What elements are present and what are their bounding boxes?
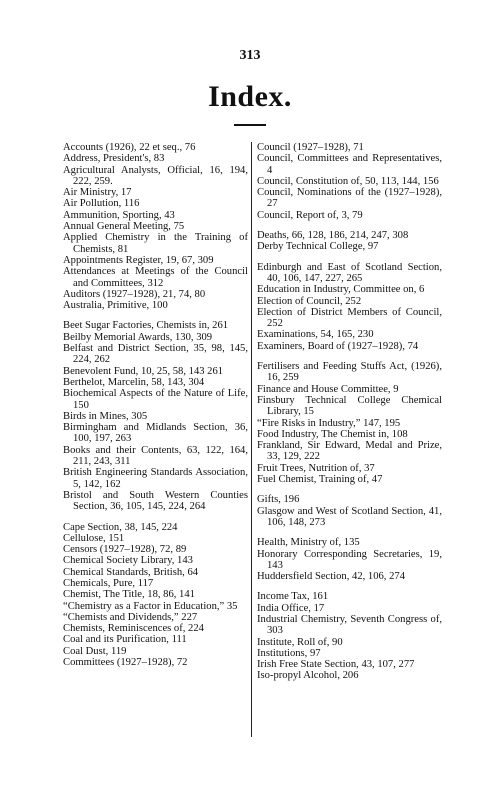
index-entry: British Engineering Standards Association, 5, 142, 162 [63, 467, 248, 490]
index-entry: Auditors (1927–1928), 21, 74, 80 [63, 288, 206, 300]
index-entry: Cape Section, 38, 145, 224 [63, 521, 178, 533]
index-entry: Health, Ministry of, 135 [257, 537, 360, 549]
index-entry: “Fire Risks in Industry,” 147, 195 [257, 417, 401, 429]
page-number: 313 [239, 48, 261, 63]
index-entry: Books and their Contents, 63, 122, 164, 211, 243, 311 [63, 444, 248, 468]
section-gap [63, 513, 248, 522]
index-entry: Council (1927–1928), 71 [257, 142, 364, 153]
index-entry: Chemical Standards, British, 64 [63, 566, 199, 578]
index-entry: Frankland, Sir Edward, Medal and Prize, 33, 129, 222 [257, 440, 442, 463]
index-entry: “Chemistry as a Factor in Education,” 35 [63, 600, 238, 612]
index-entry: Institute, Roll of, 90 [257, 636, 343, 648]
index-entry: Fuel Chemist, Training of, 47 [257, 474, 383, 486]
index-entry: Council, Report of, 3, 79 [257, 209, 363, 221]
index-entry: Agricultural Analysts, Official, 16, 194, 222, 259. [63, 164, 248, 187]
index-entry: Coal Dust, 119 [63, 645, 127, 657]
index-entry: Chemist, The Title, 18, 86, 141 [63, 589, 195, 601]
index-entry: Deaths, 66, 128, 186, 214, 247, 308 [257, 230, 409, 242]
index-entry: Food Industry, The Chemist in, 108 [257, 428, 408, 440]
index-entry: Iso-propyl Alcohol, 206 [257, 670, 359, 682]
index-entry: Annual General Meeting, 75 [63, 221, 185, 233]
index-entry: Censors (1927–1928), 72, 89 [63, 544, 187, 556]
index-entry: Huddersfield Section, 42, 106, 274 [257, 571, 405, 583]
index-entry: Committees (1927–1928), 72 [63, 657, 188, 669]
index-column-right [257, 142, 442, 682]
section-gap [257, 485, 442, 494]
index-entry: Institutions, 97 [257, 647, 321, 659]
index-entry: Ammunition, Sporting, 43 [63, 209, 175, 221]
index-entry: Air Pollution, 116 [63, 198, 140, 210]
index-entry: Finsbury Technical College Chemical Library, 15 [257, 394, 442, 418]
index-entry: Education in Industry, Committee on, 6 [257, 284, 425, 296]
index-entry: Applied Chemistry in the Training of Chemists, 81 [63, 232, 248, 255]
index-entry: Council, Committees and Representatives, 4 [257, 153, 442, 176]
index-entry: Council, Constitution of, 50, 113, 144, 156 [257, 175, 439, 187]
page-title: Index. [208, 80, 292, 113]
index-column-left [63, 142, 248, 668]
index-entry: Biochemical Aspects of the Nature of Life, 150 [63, 388, 248, 411]
index-entry: India Office, 17 [257, 602, 325, 614]
index-entry: Chemists, Reminiscences of, 224 [63, 623, 204, 635]
index-entry: Air Ministry, 17 [63, 187, 132, 199]
index-entry: Industrial Chemistry, Seventh Congress of, 303 [257, 613, 442, 637]
index-entry: Election of District Members of Council, 252 [257, 306, 442, 330]
section-gap [257, 221, 442, 230]
section-gap [257, 253, 442, 262]
index-entry: Beilby Memorial Awards, 130, 309 [63, 331, 213, 343]
index-entry: Council, Nominations of the (1927–1928), 27 [257, 187, 442, 210]
index-entry: Honorary Corresponding Secretaries, 19, 143 [257, 548, 442, 571]
index-entry: Coal and its Purification, 111 [63, 634, 187, 646]
index-entry: Finance and House Committee, 9 [257, 383, 399, 395]
index-entry: Examinations, 54, 165, 230 [257, 329, 374, 341]
index-entry: Beet Sugar Factories, Chemists in, 261 [63, 320, 229, 332]
index-entry: Gifts, 196 [257, 494, 300, 506]
index-entry: Australia, Primitive, 100 [63, 300, 168, 312]
index-entry: Glasgow and West of Scotland Section, 41, 106, 148, 273 [257, 505, 442, 528]
index-entry: Bristol and South Western Counties Section, 36, 105, 145, 224, 264 [63, 489, 248, 513]
section-gap [257, 528, 442, 537]
index-entry: Fruit Trees, Nutrition of, 37 [257, 462, 375, 474]
section-gap [257, 352, 442, 361]
section-gap [63, 311, 248, 320]
index-entry: Address, President's, 83 [63, 153, 165, 165]
index-entry: Income Tax, 161 [257, 591, 329, 603]
index-entry: Election of Council, 252 [257, 295, 362, 307]
index-entry: Chemical Society Library, 143 [63, 555, 193, 567]
index-entry: Derby Technical College, 97 [257, 241, 379, 253]
index-entry: Berthelot, Marcelin, 58, 143, 304 [63, 376, 205, 388]
section-gap [257, 582, 442, 591]
index-entry: Fertilisers and Feeding Stuffs Act, (1926), 16, 259 [257, 361, 442, 384]
index-entry: Accounts (1926), 22 et seq., 76 [63, 142, 196, 153]
index-entry: “Chemists and Dividends,” 227 [63, 611, 198, 623]
index-entry: Benevolent Fund, 10, 25, 58, 143 261 [63, 365, 224, 377]
index-entry: Edinburgh and East of Scotland Section, 40, 106, 147, 227, 265 [257, 261, 442, 284]
column-divider [251, 142, 252, 737]
index-entry: Examiners, Board of (1927–1928), 74 [257, 340, 419, 352]
index-entry: Belfast and District Section, 35, 98, 145, 224, 262 [63, 343, 248, 366]
index-entry: Birmingham and Midlands Section, 36, 100, 197, 263 [63, 422, 248, 445]
index-entry: Birds in Mines, 305 [63, 410, 148, 422]
index-entry: Cellulose, 151 [63, 532, 125, 544]
index-entry: Appointments Register, 19, 67, 309 [63, 254, 214, 266]
index-entry: Chemicals, Pure, 117 [63, 577, 154, 589]
title-rule [234, 124, 266, 126]
index-entry: Irish Free State Section, 43, 107, 277 [257, 659, 415, 671]
index-entry: Attendances at Meetings of the Council and Committees, 312 [63, 266, 248, 289]
